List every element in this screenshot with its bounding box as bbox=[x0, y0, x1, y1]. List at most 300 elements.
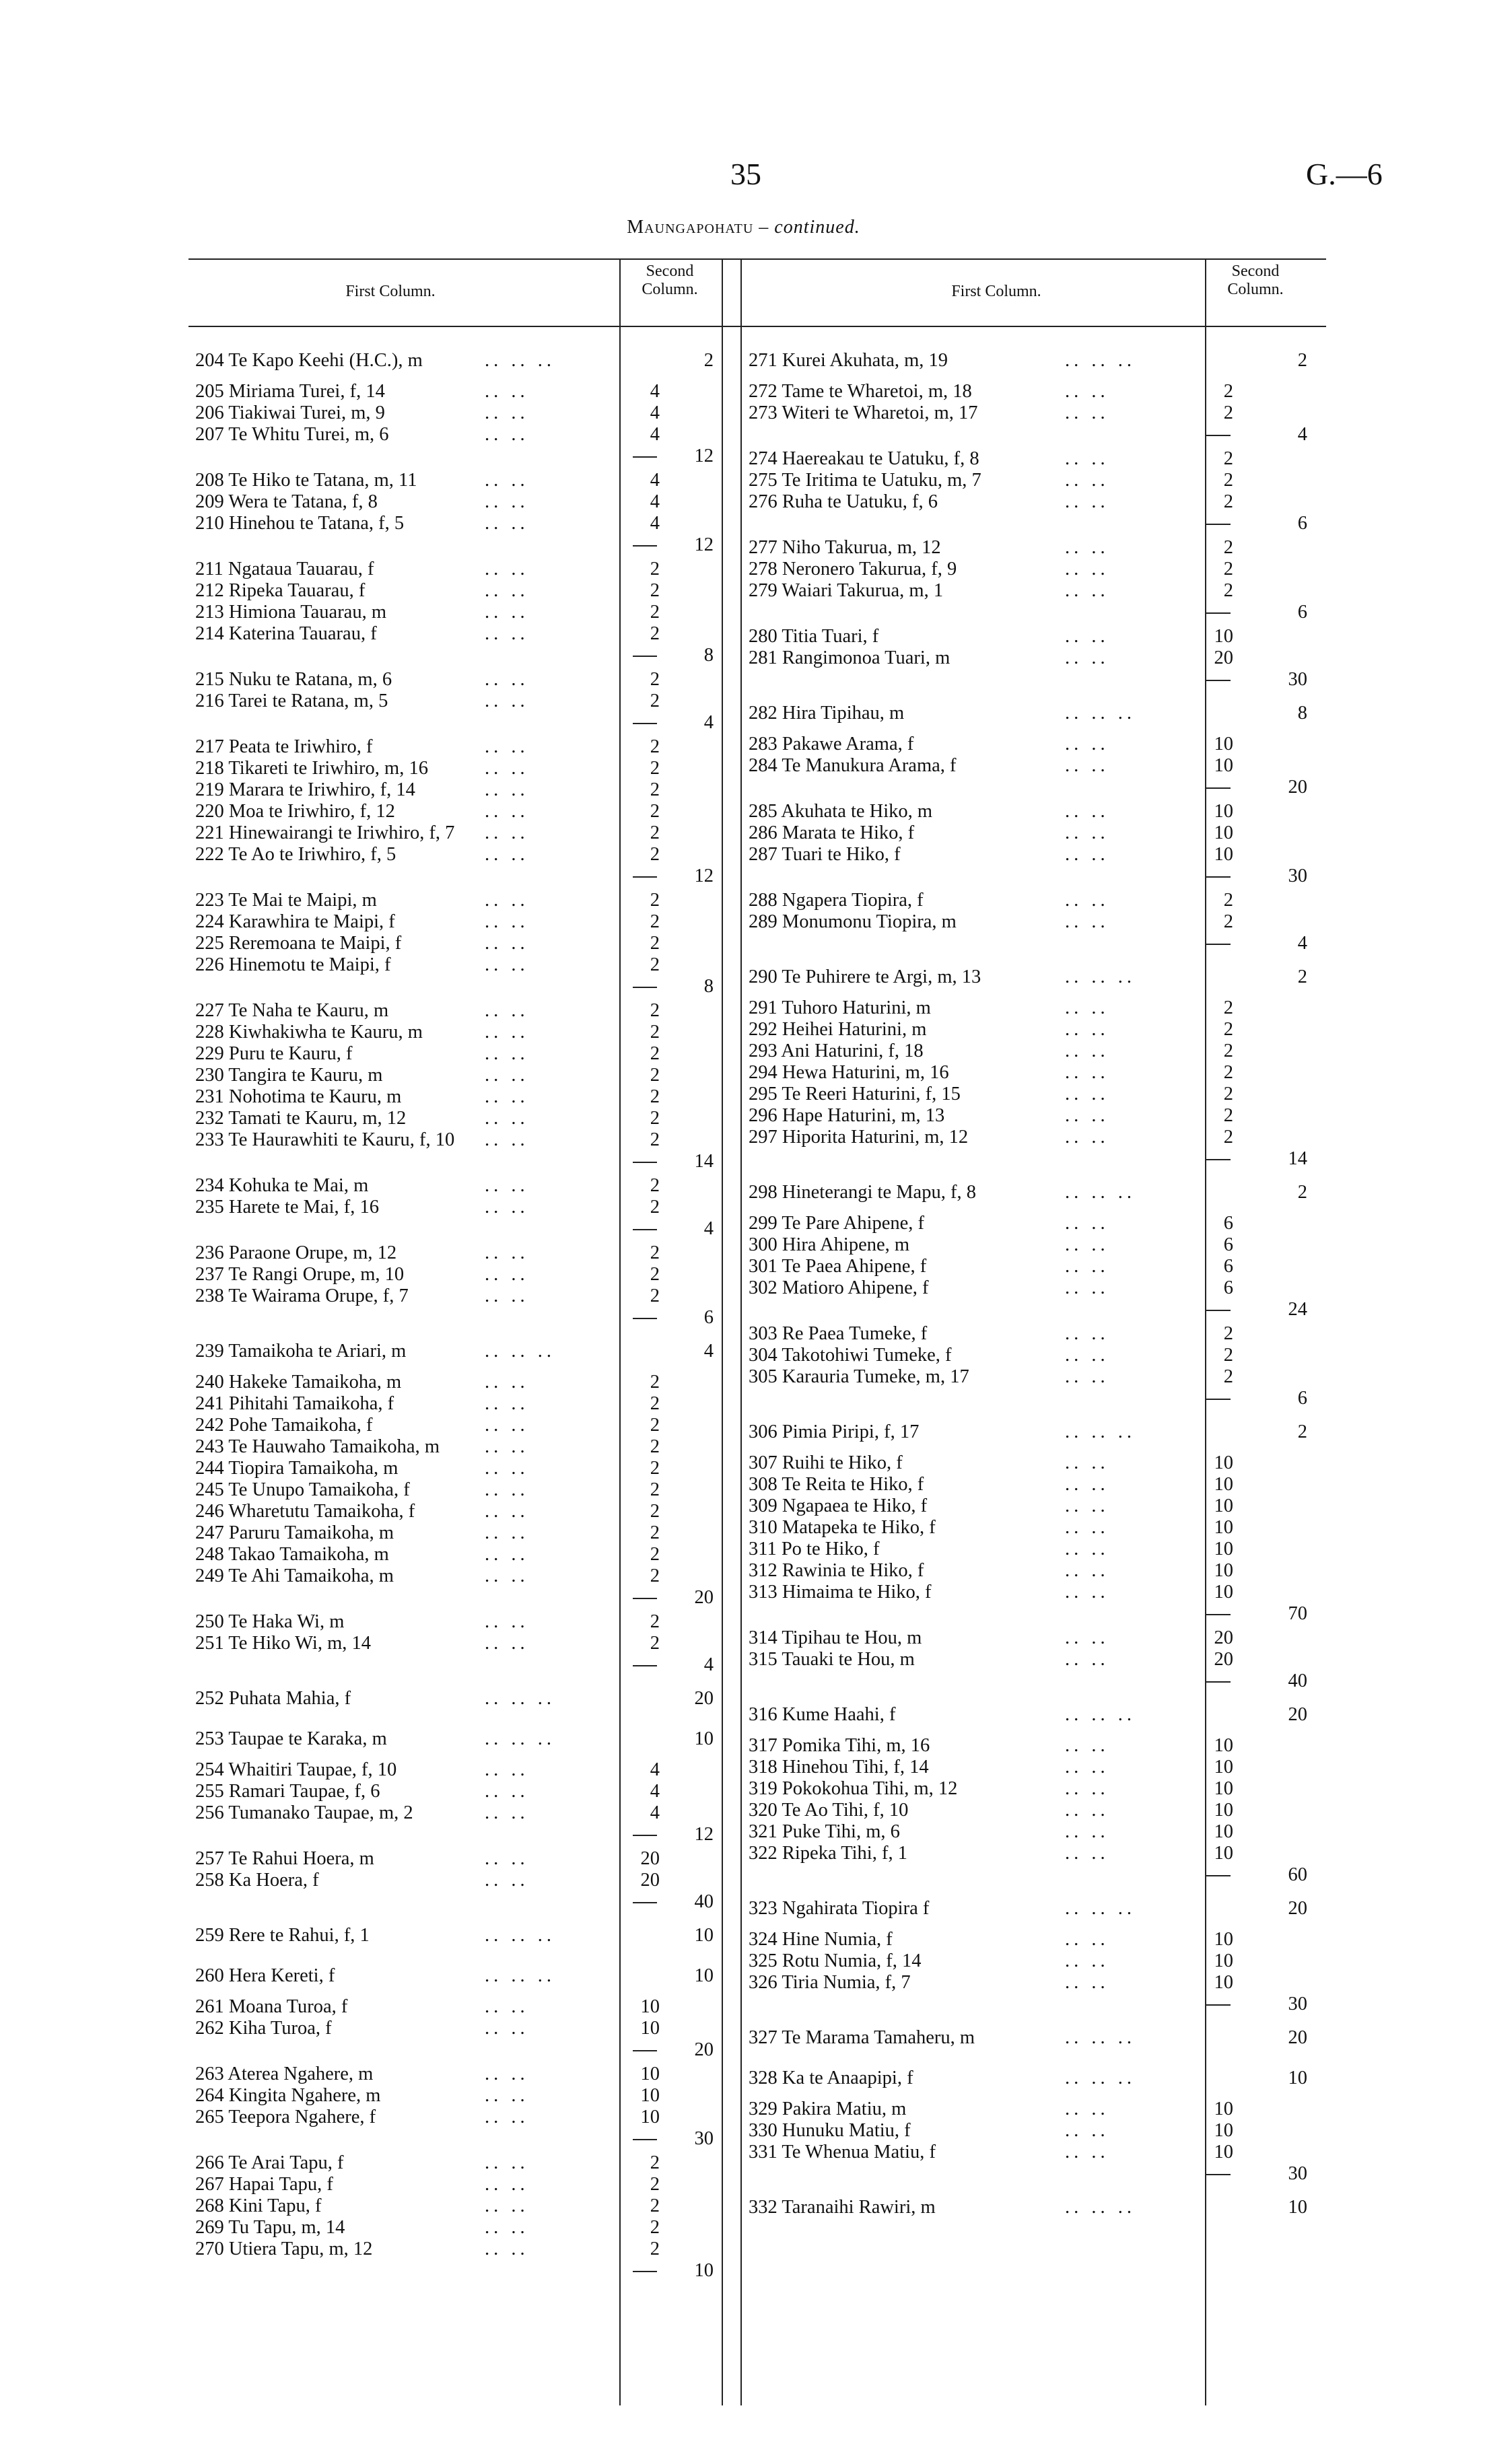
left-leader-dots: .. .. bbox=[485, 602, 529, 623]
right-leader-dots: .. .. bbox=[1065, 381, 1109, 402]
right-leader-dots: .. .. bbox=[1065, 1950, 1109, 1971]
right-first-column-header: First Column. bbox=[951, 283, 1041, 300]
left-entry-row bbox=[195, 1688, 720, 1710]
right-first-value: 2 bbox=[1223, 1062, 1233, 1083]
right-first-value: 10 bbox=[1214, 1929, 1233, 1950]
right-entry-row bbox=[749, 822, 1307, 844]
right-entry-row bbox=[749, 1757, 1307, 1778]
left-entry-name: 257 Te Rahui Hoera, m bbox=[195, 1848, 374, 1869]
left-first-value: 2 bbox=[650, 580, 660, 601]
left-first-value: 4 bbox=[650, 1802, 660, 1823]
left-entry-row bbox=[195, 1965, 720, 1987]
right-entry-row bbox=[749, 755, 1307, 777]
header-top-rule bbox=[188, 258, 1326, 260]
left-first-value: 4 bbox=[650, 1759, 660, 1780]
right-subtotal-row bbox=[749, 1148, 1307, 1170]
left-entry-row bbox=[195, 1925, 720, 1946]
right-entry-name: 332 Taranaihi Rawiri, m bbox=[749, 2197, 936, 2218]
right-leader-dots: .. .. bbox=[1065, 448, 1109, 469]
left-first-value: 2 bbox=[650, 1022, 660, 1043]
right-subtotal-dash bbox=[1206, 1399, 1231, 1400]
right-leader-dots: .. .. bbox=[1065, 997, 1109, 1018]
left-leader-dots: .. .. bbox=[485, 1996, 529, 2017]
right-leader-dots: .. .. bbox=[1065, 1345, 1109, 1366]
right-entry-row bbox=[749, 1182, 1307, 1203]
right-entry-row bbox=[749, 2197, 1307, 2218]
left-subtotal-row bbox=[195, 976, 720, 997]
right-entry-name: 317 Pomika Tihi, m, 16 bbox=[749, 1735, 930, 1756]
right-entry-name: 315 Tauaki te Hou, m bbox=[749, 1649, 915, 1670]
left-leader-dots: .. .. bbox=[485, 1848, 529, 1869]
left-leader-dots: .. .. bbox=[485, 2064, 529, 2084]
left-entry-name: 209 Wera te Tatana, f, 8 bbox=[195, 491, 378, 512]
right-entry-row bbox=[749, 801, 1307, 822]
left-entry-row bbox=[195, 1544, 720, 1565]
left-first-value: 2 bbox=[650, 801, 660, 822]
page-number: 35 bbox=[730, 157, 761, 191]
right-entry-name: 294 Hewa Haturini, m, 16 bbox=[749, 1062, 949, 1083]
left-entry-name: 226 Hinemotu te Maipi, f bbox=[195, 954, 391, 975]
right-subtotal-dash bbox=[1206, 787, 1231, 789]
left-entry-row bbox=[195, 491, 720, 513]
right-entry-row bbox=[749, 1105, 1307, 1127]
left-first-value: 10 bbox=[640, 2085, 660, 2106]
right-leader-dots: .. .. bbox=[1065, 2099, 1109, 2119]
left-subtotal-value: 20 bbox=[694, 2039, 714, 2060]
right-second-column-header bbox=[1212, 262, 1299, 299]
left-leader-dots: .. .. bbox=[485, 1565, 529, 1586]
right-first-value: 10 bbox=[1214, 734, 1233, 754]
left-entry-name: 249 Te Ahi Tamaikoha, m bbox=[195, 1565, 394, 1586]
right-entry-name: 319 Pokokohua Tihi, m, 12 bbox=[749, 1778, 958, 1799]
right-entry-row bbox=[749, 537, 1307, 559]
left-subtotal-dash bbox=[633, 2139, 657, 2140]
left-entry-row bbox=[195, 1264, 720, 1286]
left-entry-row bbox=[195, 1565, 720, 1587]
left-entry-row bbox=[195, 2239, 720, 2260]
left-first-value: 2 bbox=[650, 1264, 660, 1285]
left-first-value: 10 bbox=[640, 1996, 660, 2017]
left-entry-name: 224 Karawhira te Maipi, f bbox=[195, 911, 395, 932]
right-entry-name: 310 Matapeka te Hiko, f bbox=[749, 1517, 936, 1538]
left-leader-dots: .. .. bbox=[485, 1022, 529, 1043]
left-leader-dots: .. .. bbox=[485, 1129, 529, 1150]
left-leader-dots: .. .. bbox=[485, 1802, 529, 1823]
left-leader-dots: .. .. bbox=[485, 1108, 529, 1129]
left-entry-row bbox=[195, 1759, 720, 1781]
right-entry-name: 299 Te Pare Ahipene, f bbox=[749, 1213, 925, 1234]
right-subtotal-dash bbox=[1206, 1310, 1231, 1311]
left-entry-row bbox=[195, 402, 720, 424]
left-entry-name: 263 Aterea Ngahere, m bbox=[195, 2064, 374, 2084]
right-first-value: 10 bbox=[1214, 626, 1233, 647]
left-first-value: 2 bbox=[650, 736, 660, 757]
left-first-value: 10 bbox=[640, 2018, 660, 2039]
left-leader-dots: .. .. bbox=[485, 2085, 529, 2106]
left-entry-row bbox=[195, 1043, 720, 1065]
right-entry-row bbox=[749, 1649, 1307, 1670]
left-first-value: 10 bbox=[640, 2107, 660, 2127]
right-second-value: 10 bbox=[1288, 2197, 1307, 2218]
left-second-column-header bbox=[626, 262, 714, 299]
right-first-value: 20 bbox=[1214, 1649, 1233, 1670]
left-entry-name: 222 Te Ao te Iriwhiro, f, 5 bbox=[195, 844, 396, 865]
left-leader-dots: .. .. .. bbox=[485, 1965, 555, 1986]
left-entry-name: 260 Hera Kereti, f bbox=[195, 1965, 335, 1986]
left-subtotal-value: 10 bbox=[694, 2260, 714, 2281]
left-first-value: 2 bbox=[650, 822, 660, 843]
left-subtotal-dash bbox=[633, 1835, 657, 1836]
right-entry-row bbox=[749, 647, 1307, 669]
right-entry-row bbox=[749, 997, 1307, 1019]
left-entry-name: 270 Utiera Tapu, m, 12 bbox=[195, 2239, 373, 2259]
left-leader-dots: .. .. bbox=[485, 1436, 529, 1457]
left-entry-row bbox=[195, 1175, 720, 1197]
left-entry-row bbox=[195, 758, 720, 779]
left-first-value: 2 bbox=[650, 1372, 660, 1393]
left-leader-dots: .. .. bbox=[485, 758, 529, 779]
left-entry-row bbox=[195, 890, 720, 911]
right-first-value: 10 bbox=[1214, 1474, 1233, 1495]
left-subtotal-dash bbox=[633, 1229, 657, 1230]
left-first-value: 2 bbox=[650, 1043, 660, 1064]
title-dash: – bbox=[759, 217, 775, 238]
left-entry-row bbox=[195, 559, 720, 580]
left-first-value: 2 bbox=[650, 911, 660, 932]
left-entry-name: 255 Ramari Taupae, f, 6 bbox=[195, 1781, 380, 1802]
right-leader-dots: .. .. bbox=[1065, 1929, 1109, 1950]
right-subtotal-value: 70 bbox=[1288, 1603, 1307, 1624]
left-entry-name: 248 Takao Tamaikoha, m bbox=[195, 1544, 389, 1565]
left-entry-row bbox=[195, 1022, 720, 1043]
left-subtotal-value: 4 bbox=[703, 1218, 714, 1239]
left-first-column-header: First Column. bbox=[345, 283, 436, 300]
left-entry-row bbox=[195, 2152, 720, 2174]
right-entry-name: 301 Te Paea Ahipene, f bbox=[749, 1256, 927, 1277]
left-first-value: 2 bbox=[650, 1393, 660, 1414]
left-leader-dots: .. .. bbox=[485, 669, 529, 690]
right-entry-name: 328 Ka te Anaapipi, f bbox=[749, 2068, 913, 2088]
left-subtotal-dash bbox=[633, 1162, 657, 1163]
left-entry-row bbox=[195, 669, 720, 691]
right-entry-row bbox=[749, 1582, 1307, 1603]
right-leader-dots: .. .. bbox=[1065, 1735, 1109, 1756]
left-entry-name: 247 Paruru Tamaikoha, m bbox=[195, 1522, 394, 1543]
left-subtotal-value: 40 bbox=[694, 1891, 714, 1912]
right-leader-dots: .. .. bbox=[1065, 1757, 1109, 1777]
left-first-value: 2 bbox=[650, 1415, 660, 1436]
left-first-value: 2 bbox=[650, 1108, 660, 1129]
left-entry-name: 234 Kohuka te Mai, m bbox=[195, 1175, 369, 1196]
right-entry-name: 312 Rawinia te Hiko, f bbox=[749, 1560, 924, 1581]
left-entry-name: 220 Moa te Iriwhiro, f, 12 bbox=[195, 801, 395, 822]
right-entry-row bbox=[749, 1560, 1307, 1582]
left-entry-row bbox=[195, 602, 720, 623]
left-entry-row bbox=[195, 1065, 720, 1086]
left-entry-row bbox=[195, 1848, 720, 1870]
right-leader-dots: .. .. bbox=[1065, 1062, 1109, 1083]
right-subtotal-dash bbox=[1206, 435, 1231, 436]
right-first-value: 10 bbox=[1214, 2142, 1233, 2162]
right-subtotal-value: 14 bbox=[1288, 1148, 1307, 1169]
right-first-value: 10 bbox=[1214, 1539, 1233, 1559]
left-entry-name: 229 Puru te Kauru, f bbox=[195, 1043, 353, 1064]
right-subtotal-value: 30 bbox=[1288, 1994, 1307, 2014]
left-leader-dots: .. .. bbox=[485, 1522, 529, 1543]
right-entry-row bbox=[749, 2120, 1307, 2142]
left-first-value: 4 bbox=[650, 1781, 660, 1802]
right-subtotal-value: 60 bbox=[1288, 1864, 1307, 1885]
left-entry-row bbox=[195, 2174, 720, 2195]
left-entry-name: 242 Pohe Tamaikoha, f bbox=[195, 1415, 373, 1436]
right-second-value: 2 bbox=[1297, 1421, 1307, 1442]
left-entry-row bbox=[195, 1393, 720, 1415]
right-entry-row bbox=[749, 2142, 1307, 2163]
right-first-value: 2 bbox=[1223, 1041, 1233, 1061]
right-leader-dots: .. .. bbox=[1065, 844, 1109, 865]
left-leader-dots: .. .. bbox=[485, 1544, 529, 1565]
left-entry-name: 207 Te Whitu Turei, m, 6 bbox=[195, 424, 389, 445]
left-first-value: 2 bbox=[650, 844, 660, 865]
right-entry-name: 302 Matioro Ahipene, f bbox=[749, 1277, 929, 1298]
left-entry-row bbox=[195, 1436, 720, 1458]
left-subtotal-row bbox=[195, 446, 720, 467]
right-leader-dots: .. .. bbox=[1065, 1972, 1109, 1993]
left-leader-dots: .. .. bbox=[485, 1633, 529, 1654]
right-leader-dots: .. .. bbox=[1065, 537, 1109, 558]
left-entry-row bbox=[195, 954, 720, 976]
left-entry-row bbox=[195, 911, 720, 933]
right-entry-name: 323 Ngahirata Tiopira f bbox=[749, 1898, 930, 1919]
right-first-value: 2 bbox=[1223, 580, 1233, 601]
left-leader-dots: .. .. bbox=[485, 954, 529, 975]
right-leader-dots: .. .. .. bbox=[1065, 1898, 1136, 1919]
right-entry-name: 278 Neronero Takurua, f, 9 bbox=[749, 559, 957, 579]
right-entry-name: 282 Hira Tipihau, m bbox=[749, 703, 905, 724]
right-leader-dots: .. .. .. bbox=[1065, 2068, 1136, 2088]
left-subtotal-row bbox=[195, 645, 720, 666]
left-first-value: 20 bbox=[640, 1848, 660, 1869]
right-first-value: 6 bbox=[1223, 1277, 1233, 1298]
right-first-value: 10 bbox=[1214, 1582, 1233, 1603]
right-subtotal-dash bbox=[1206, 680, 1231, 681]
left-subtotal-value: 6 bbox=[703, 1307, 714, 1328]
right-entry-name: 330 Hunuku Matiu, f bbox=[749, 2120, 911, 2141]
right-entry-name: 314 Tipihau te Hou, m bbox=[749, 1627, 922, 1648]
right-leader-dots: .. .. bbox=[1065, 1127, 1109, 1148]
right-entry-row bbox=[749, 1929, 1307, 1950]
left-subtotal-dash bbox=[633, 876, 657, 878]
left-leader-dots: .. .. bbox=[485, 470, 529, 491]
left-first-value: 2 bbox=[650, 954, 660, 975]
right-first-value: 10 bbox=[1214, 1950, 1233, 1971]
right-entry-row bbox=[749, 2027, 1307, 2049]
right-entry-row bbox=[749, 911, 1307, 933]
left-subtotal-value: 8 bbox=[703, 976, 714, 997]
left-entry-name: 233 Te Haurawhiti te Kauru, f, 10 bbox=[195, 1129, 455, 1150]
left-first-value: 2 bbox=[650, 1129, 660, 1150]
right-entry-name: 325 Rotu Numia, f, 14 bbox=[749, 1950, 922, 1971]
left-leader-dots: .. .. bbox=[485, 1175, 529, 1196]
right-entry-row bbox=[749, 1323, 1307, 1345]
right-subtotal-value: 24 bbox=[1288, 1299, 1307, 1320]
right-leader-dots: .. .. bbox=[1065, 1517, 1109, 1538]
right-entry-row bbox=[749, 1127, 1307, 1148]
left-entry-name: 243 Te Hauwaho Tamaikoha, m bbox=[195, 1436, 440, 1457]
right-second-value: 20 bbox=[1288, 1898, 1307, 1919]
right-entry-row bbox=[749, 1366, 1307, 1388]
right-leader-dots: .. .. bbox=[1065, 1366, 1109, 1387]
left-first-value: 4 bbox=[650, 513, 660, 534]
left-leader-dots: .. .. bbox=[485, 1458, 529, 1479]
left-entry-name: 231 Nohotima te Kauru, m bbox=[195, 1086, 402, 1107]
right-entry-row bbox=[749, 1704, 1307, 1726]
left-entry-name: 261 Moana Turoa, f bbox=[195, 1996, 348, 2017]
left-entry-name: 225 Reremoana te Maipi, f bbox=[195, 933, 402, 954]
left-subtotal-value: 12 bbox=[694, 534, 714, 555]
left-entry-row bbox=[195, 844, 720, 866]
left-entry-name: 206 Tiakiwai Turei, m, 9 bbox=[195, 402, 385, 423]
left-entry-row bbox=[195, 691, 720, 712]
right-leader-dots: .. .. bbox=[1065, 1105, 1109, 1126]
right-entry-row bbox=[749, 1084, 1307, 1105]
right-leader-dots: .. .. bbox=[1065, 1256, 1109, 1277]
left-entry-name: 240 Hakeke Tamaikoha, m bbox=[195, 1372, 402, 1393]
left-leader-dots: .. .. .. bbox=[485, 350, 555, 371]
left-leader-dots: .. .. bbox=[485, 1393, 529, 1414]
left-entry-name: 258 Ka Hoera, f bbox=[195, 1870, 319, 1891]
right-entry-row bbox=[749, 1277, 1307, 1299]
right-leader-dots: .. .. bbox=[1065, 2142, 1109, 2162]
left-leader-dots: .. .. bbox=[485, 1000, 529, 1021]
right-subtotal-dash bbox=[1206, 2174, 1231, 2175]
center-divider-a bbox=[722, 258, 723, 2405]
right-first-value: 2 bbox=[1223, 537, 1233, 558]
right-entry-name: 291 Tuhoro Haturini, m bbox=[749, 997, 931, 1018]
left-subtotal-row bbox=[195, 866, 720, 887]
right-leader-dots: .. .. bbox=[1065, 1474, 1109, 1495]
right-leader-dots: .. .. bbox=[1065, 1452, 1109, 1473]
right-entry-row bbox=[749, 1421, 1307, 1443]
right-leader-dots: .. .. bbox=[1065, 1213, 1109, 1234]
left-entry-row bbox=[195, 822, 720, 844]
left-entry-row bbox=[195, 1633, 720, 1654]
right-entry-name: 271 Kurei Akuhata, m, 19 bbox=[749, 350, 948, 371]
left-entry-name: 266 Te Arai Tapu, f bbox=[195, 2152, 344, 2173]
left-subtotal-value: 30 bbox=[694, 2128, 714, 2149]
right-leader-dots: .. .. bbox=[1065, 1041, 1109, 1061]
left-entry-row bbox=[195, 2107, 720, 2128]
right-entry-row bbox=[749, 448, 1307, 470]
right-leader-dots: .. .. .. bbox=[1065, 1704, 1136, 1725]
right-entry-row bbox=[749, 381, 1307, 402]
right-first-value: 10 bbox=[1214, 2099, 1233, 2119]
right-first-value: 10 bbox=[1214, 1778, 1233, 1799]
left-entry-row bbox=[195, 1372, 720, 1393]
right-first-value: 10 bbox=[1214, 1800, 1233, 1821]
right-subtotal-dash bbox=[1206, 1614, 1231, 1615]
right-leader-dots: .. .. bbox=[1065, 559, 1109, 579]
left-entry-name: 208 Te Hiko te Tatana, m, 11 bbox=[195, 470, 417, 491]
report-code: G.—6 bbox=[1306, 157, 1383, 191]
right-entry-row bbox=[749, 1821, 1307, 1843]
left-leader-dots: .. .. bbox=[485, 1286, 529, 1306]
right-entry-row bbox=[749, 580, 1307, 602]
left-entry-name: 246 Wharetutu Tamaikoha, f bbox=[195, 1501, 415, 1522]
left-entry-row bbox=[195, 1802, 720, 1824]
right-entry-row bbox=[749, 1234, 1307, 1256]
right-entry-name: 274 Haereakau te Uatuku, f, 8 bbox=[749, 448, 979, 469]
left-subtotal-value: 4 bbox=[703, 712, 714, 733]
left-entry-row bbox=[195, 1479, 720, 1501]
right-subtotal-value: 6 bbox=[1297, 513, 1307, 534]
left-leader-dots: .. .. bbox=[485, 2107, 529, 2127]
right-entry-row bbox=[749, 1495, 1307, 1517]
right-entry-name: 288 Ngapera Tiopira, f bbox=[749, 890, 924, 911]
left-first-value: 2 bbox=[650, 1242, 660, 1263]
left-leader-dots: .. .. bbox=[485, 911, 529, 932]
right-entry-row bbox=[749, 626, 1307, 647]
right-entry-row bbox=[749, 1898, 1307, 1920]
right-leader-dots: .. .. bbox=[1065, 911, 1109, 932]
left-entry-name: 215 Nuku te Ratana, m, 6 bbox=[195, 669, 392, 690]
right-entry-name: 283 Pakawe Arama, f bbox=[749, 734, 914, 754]
left-leader-dots: .. .. bbox=[485, 1501, 529, 1522]
right-entry-name: 303 Re Paea Tumeke, f bbox=[749, 1323, 928, 1344]
right-entry-name: 286 Marata te Hiko, f bbox=[749, 822, 915, 843]
left-second-value: 2 bbox=[703, 350, 714, 371]
left-subtotal-value: 12 bbox=[694, 446, 714, 466]
right-subtotal-dash bbox=[1206, 876, 1231, 878]
left-entry-name: 252 Puhata Mahia, f bbox=[195, 1688, 351, 1709]
right-subtotal-row bbox=[749, 1864, 1307, 1886]
right-leader-dots: .. .. .. bbox=[1065, 2197, 1136, 2218]
left-second-value: 4 bbox=[703, 1341, 714, 1362]
right-leader-dots: .. .. bbox=[1065, 1778, 1109, 1799]
right-first-value: 2 bbox=[1223, 559, 1233, 579]
left-entry-row bbox=[195, 1781, 720, 1802]
left-leader-dots: .. .. bbox=[485, 1781, 529, 1802]
right-subtotal-dash bbox=[1206, 2004, 1231, 2006]
right-subtotal-row bbox=[749, 866, 1307, 887]
right-leader-dots: .. .. bbox=[1065, 491, 1109, 512]
right-first-value: 10 bbox=[1214, 1843, 1233, 1864]
right-first-value: 2 bbox=[1223, 1105, 1233, 1126]
right-entry-row bbox=[749, 1800, 1307, 1821]
right-first-value: 2 bbox=[1223, 1127, 1233, 1148]
left-subtotal-dash bbox=[633, 2271, 657, 2272]
right-first-value: 10 bbox=[1214, 755, 1233, 776]
left-entry-name: 223 Te Mai te Maipi, m bbox=[195, 890, 377, 911]
right-entry-row bbox=[749, 2099, 1307, 2120]
right-entry-name: 326 Tiria Numia, f, 7 bbox=[749, 1972, 911, 1993]
left-leader-dots: .. .. bbox=[485, 1870, 529, 1891]
right-subtotal-row bbox=[749, 1388, 1307, 1409]
left-first-value: 2 bbox=[650, 1544, 660, 1565]
left-leader-dots: .. .. bbox=[485, 2174, 529, 2195]
right-entry-name: 309 Ngapaea te Hiko, f bbox=[749, 1495, 928, 1516]
right-second-value: 10 bbox=[1288, 2068, 1307, 2088]
left-entry-name: 267 Hapai Tapu, f bbox=[195, 2174, 333, 2195]
left-subtotal-row bbox=[195, 2128, 720, 2150]
left-entry-name: 264 Kingita Ngahere, m bbox=[195, 2085, 381, 2106]
right-entry-name: 308 Te Reita te Hiko, f bbox=[749, 1474, 924, 1495]
right-entry-row bbox=[749, 1778, 1307, 1800]
right-entry-row bbox=[749, 1627, 1307, 1649]
right-subtotal-value: 40 bbox=[1288, 1670, 1307, 1691]
left-leader-dots: .. .. bbox=[485, 1086, 529, 1107]
right-entry-name: 320 Te Ao Tihi, f, 10 bbox=[749, 1800, 909, 1821]
